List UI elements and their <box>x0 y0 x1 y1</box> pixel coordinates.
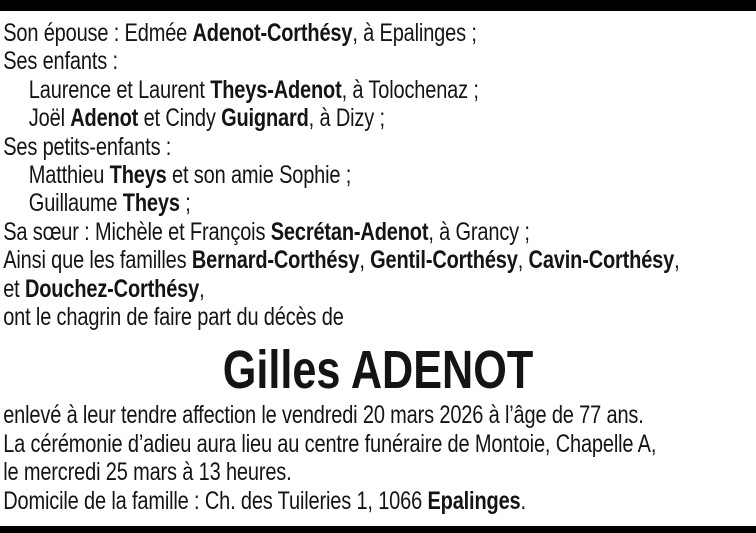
notice-text: , à Tolochenaz ; <box>341 75 479 104</box>
deceased-name: Gilles ADENOT <box>222 340 534 401</box>
notice-text: , à Epalinges ; <box>352 19 477 47</box>
notice-text: Domicile de la famille : Ch. des Tuileries 1, 1066 <box>3 486 428 515</box>
notice-text: , <box>359 246 371 275</box>
bold-name-text: Bernard-Corthésy <box>191 246 360 275</box>
bold-name-text: Guignard <box>221 104 309 133</box>
notice-text: et Cindy <box>138 104 222 133</box>
top-border-bar <box>0 0 756 11</box>
notice-text: Matthieu <box>28 161 110 190</box>
bold-name-text: Theys <box>109 161 167 190</box>
bold-name-text: Douchez-Corthésy <box>24 274 200 303</box>
bottom-border-bar <box>0 526 756 533</box>
notice-text: Ainsi que les familles <box>3 246 192 275</box>
bold-name-text: Adenot <box>70 104 139 133</box>
bold-name-text: Theys <box>122 189 180 218</box>
notice-text: Laurence et Laurent <box>28 75 211 104</box>
bold-name-text: Cavin-Corthésy <box>528 246 675 275</box>
notice-line <box>0 218 756 246</box>
notice-text: . <box>520 486 526 515</box>
bold-name-text: Gentil-Corthésy <box>370 246 518 275</box>
notice-text: Guillaume <box>28 189 123 218</box>
notice-line <box>0 246 756 274</box>
notice-line <box>0 303 756 331</box>
notice-text: le mercredi 25 mars à 13 heures. <box>3 458 292 487</box>
bold-name-text: Adenot-Corthésy <box>192 19 353 47</box>
notice-text: Sa sœur : Michèle et François <box>3 217 271 246</box>
notice-line <box>0 189 756 217</box>
notice-line <box>0 430 756 458</box>
notice-text: , <box>199 274 205 303</box>
bold-name-text: Theys-Adenot <box>210 75 342 104</box>
notice-text: Son épouse : Edmée <box>3 19 193 47</box>
bold-name-text: Secrétan-Adenot <box>270 217 429 246</box>
notice-line <box>0 161 756 189</box>
notice-line <box>0 458 756 486</box>
notice-content <box>0 11 756 515</box>
notice-text: et son amie Sophie ; <box>166 161 352 190</box>
notice-text: , à Grancy ; <box>428 217 530 246</box>
notice-text: enlevé à leur tendre affection le vendredi 20 mars 2026 à l’âge de 77 ans. <box>3 401 644 430</box>
notice-text: ; <box>179 189 191 218</box>
notice-line <box>0 19 756 47</box>
notice-line <box>0 401 756 429</box>
ceremony-details-block <box>0 401 756 515</box>
notice-line <box>0 275 756 303</box>
notice-text: , <box>674 246 680 275</box>
notice-text: Joël <box>28 104 71 133</box>
notice-text: La cérémonie d’adieu aura lieu au centre funéraire de Montoie, Chapelle A, <box>3 429 657 458</box>
family-lines-block <box>0 19 756 331</box>
notice-line <box>0 76 756 104</box>
notice-text: et <box>3 274 25 303</box>
notice-line <box>0 487 756 515</box>
notice-line <box>0 47 756 75</box>
notice-line <box>0 104 756 132</box>
bold-name-text: Epalinges <box>427 486 521 515</box>
notice-text: , <box>517 246 529 275</box>
notice-text: , à Dizy ; <box>308 104 385 133</box>
notice-line <box>0 133 756 161</box>
notice-text: Ses enfants : <box>3 47 118 76</box>
notice-text: Ses petits-enfants : <box>3 132 172 161</box>
notice-text: ont le chagrin de faire part du décès de <box>3 303 344 332</box>
